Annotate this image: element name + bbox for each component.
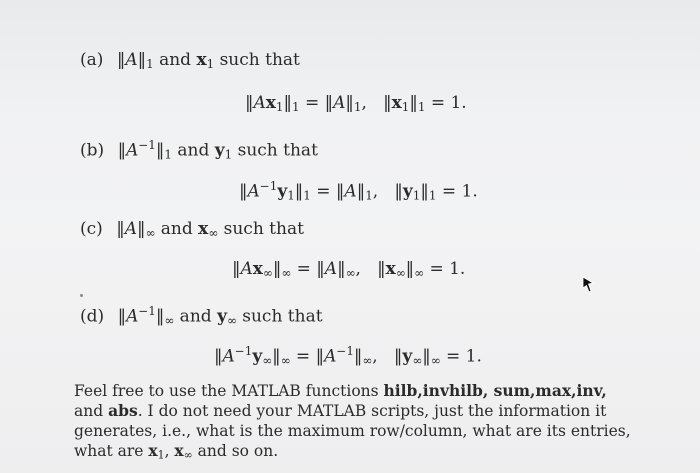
item-a-heading-math: $‖A‖_1$ and $x_1$ such that (116, 50, 300, 71)
item-a-label: (a) (80, 50, 104, 70)
item-c-equation: $‖Ax_\infty‖_\infty$ = $‖A‖_\infty$, $‖x_\infty‖_\infty = 1$. (232, 259, 466, 280)
item-b-heading-math: $‖A^{-1}‖_1$ and $y_1$ such that (117, 138, 318, 162)
item-d-label: (d) (80, 306, 105, 327)
stray-dot (80, 294, 83, 297)
paragraph-line-2: and abs. I do not need your MATLAB scripts, just the information it (74, 401, 607, 420)
paragraph-line-3: generates, i.e., what is the maximum row/column, what are its entries, (74, 422, 631, 440)
item-c-label: (c) (80, 219, 103, 239)
item-c-heading-math: $‖A‖_\infty$ and $x_\infty$ such that (116, 219, 304, 240)
mouse-cursor-icon (581, 275, 595, 295)
item-d-heading-math: $‖A^{-1}‖_\infty$ and $y_\infty$ such that (117, 304, 323, 328)
item-d-equation: $‖A^{-1}y_\infty‖_\infty$ = $‖A^{-1}‖_\infty$, $‖y_\infty‖_\infty = 1$. (214, 344, 482, 368)
item-d-heading (80, 301, 323, 331)
item-c-heading (80, 219, 304, 243)
paragraph-line-4: what are $x_1$, $x_\infty$ and so on. (74, 441, 279, 462)
item-b-equation: $‖A^{-1}y_1‖_1$ = $‖A‖_1$, $‖y_1‖_1 = 1$. (239, 179, 478, 203)
item-b-heading (80, 135, 318, 165)
item-b-label: (b) (80, 140, 105, 161)
instructions-paragraph (74, 381, 634, 466)
item-a-heading (80, 50, 300, 74)
item-a-equation: $‖Ax_1‖_1$ = $‖A‖_1$, $‖x_1‖_1 = 1$. (245, 93, 467, 114)
paragraph-line-1: Feel free to use the MATLAB functions hilb,invhilb, sum,max,inv, (74, 381, 607, 400)
